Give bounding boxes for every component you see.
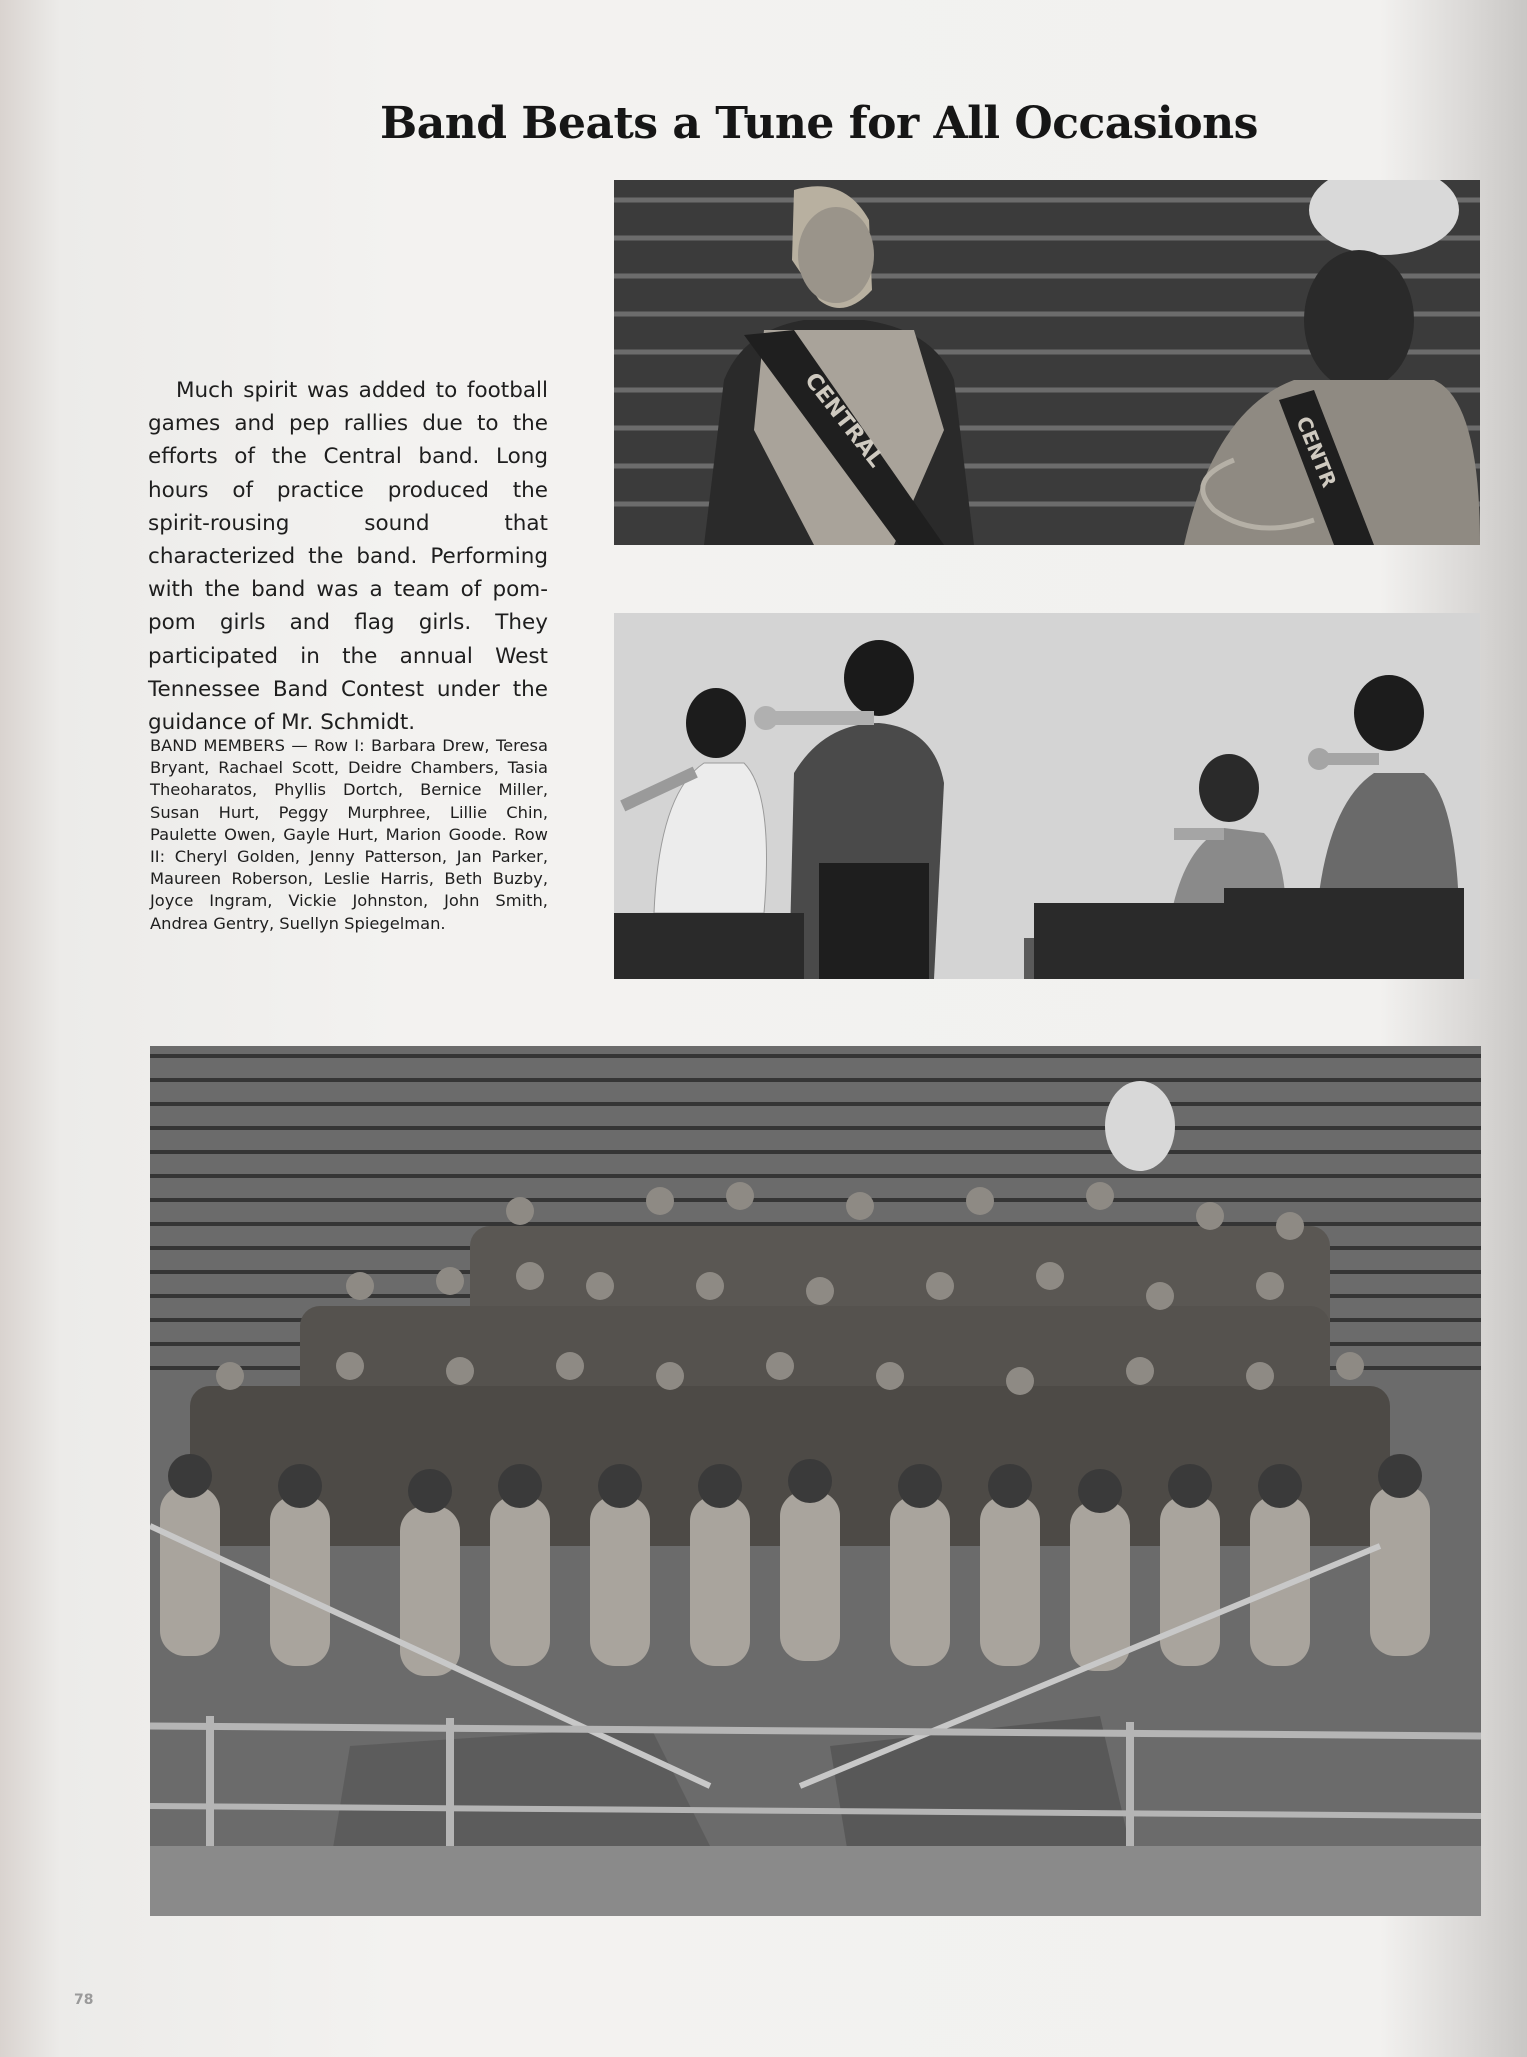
- sousaphone-bell: [1105, 1081, 1175, 1171]
- trumpet-players-image: [614, 613, 1480, 979]
- intro-paragraph: Much spirit was added to football games and pep rallies due to the efforts of the Central band. Long hours of practice produced the spirit-rousing sound that characterized the band. Performing with the band was a team of pom-pom girls and flag girls. They participated in the annual West Tennessee Band Contest under the guidance of Mr. Schmidt.: [148, 378, 548, 736]
- sash-text-right: CENTR: [1291, 412, 1342, 491]
- band-group-image: [150, 1046, 1481, 1916]
- photo-trumpet-players: [614, 613, 1480, 979]
- page-title: Band Beats a Tune for All Occasions: [380, 98, 1258, 149]
- page-number: 78: [74, 1992, 94, 2008]
- photo-band-group: [150, 1046, 1481, 1916]
- drum-majors-image: [614, 180, 1480, 545]
- band-members-caption: BAND MEMBERS — Row I: Barbara Drew, Teresa Bryant, Rachael Scott, Deidre Chambers, Tasia Theoharatos, Phyllis Dortch, Bernice Miller, Susan Hurt, Peggy Murphree, Lillie Chin, Paulette Owen, Gayle Hurt, Marion Goode. Row II: Cheryl Golden, Jenny Patterson, Jan Parker, Maureen Roberson, Leslie Harris, Beth Buzby, Joyce Ingram, Vickie Johnston, John Smith, Andrea Gentry, Suellyn Spiegelman.: [150, 736, 548, 933]
- sash-text-left: CENTRAL: [799, 368, 889, 473]
- photo-drum-majors: [614, 180, 1480, 545]
